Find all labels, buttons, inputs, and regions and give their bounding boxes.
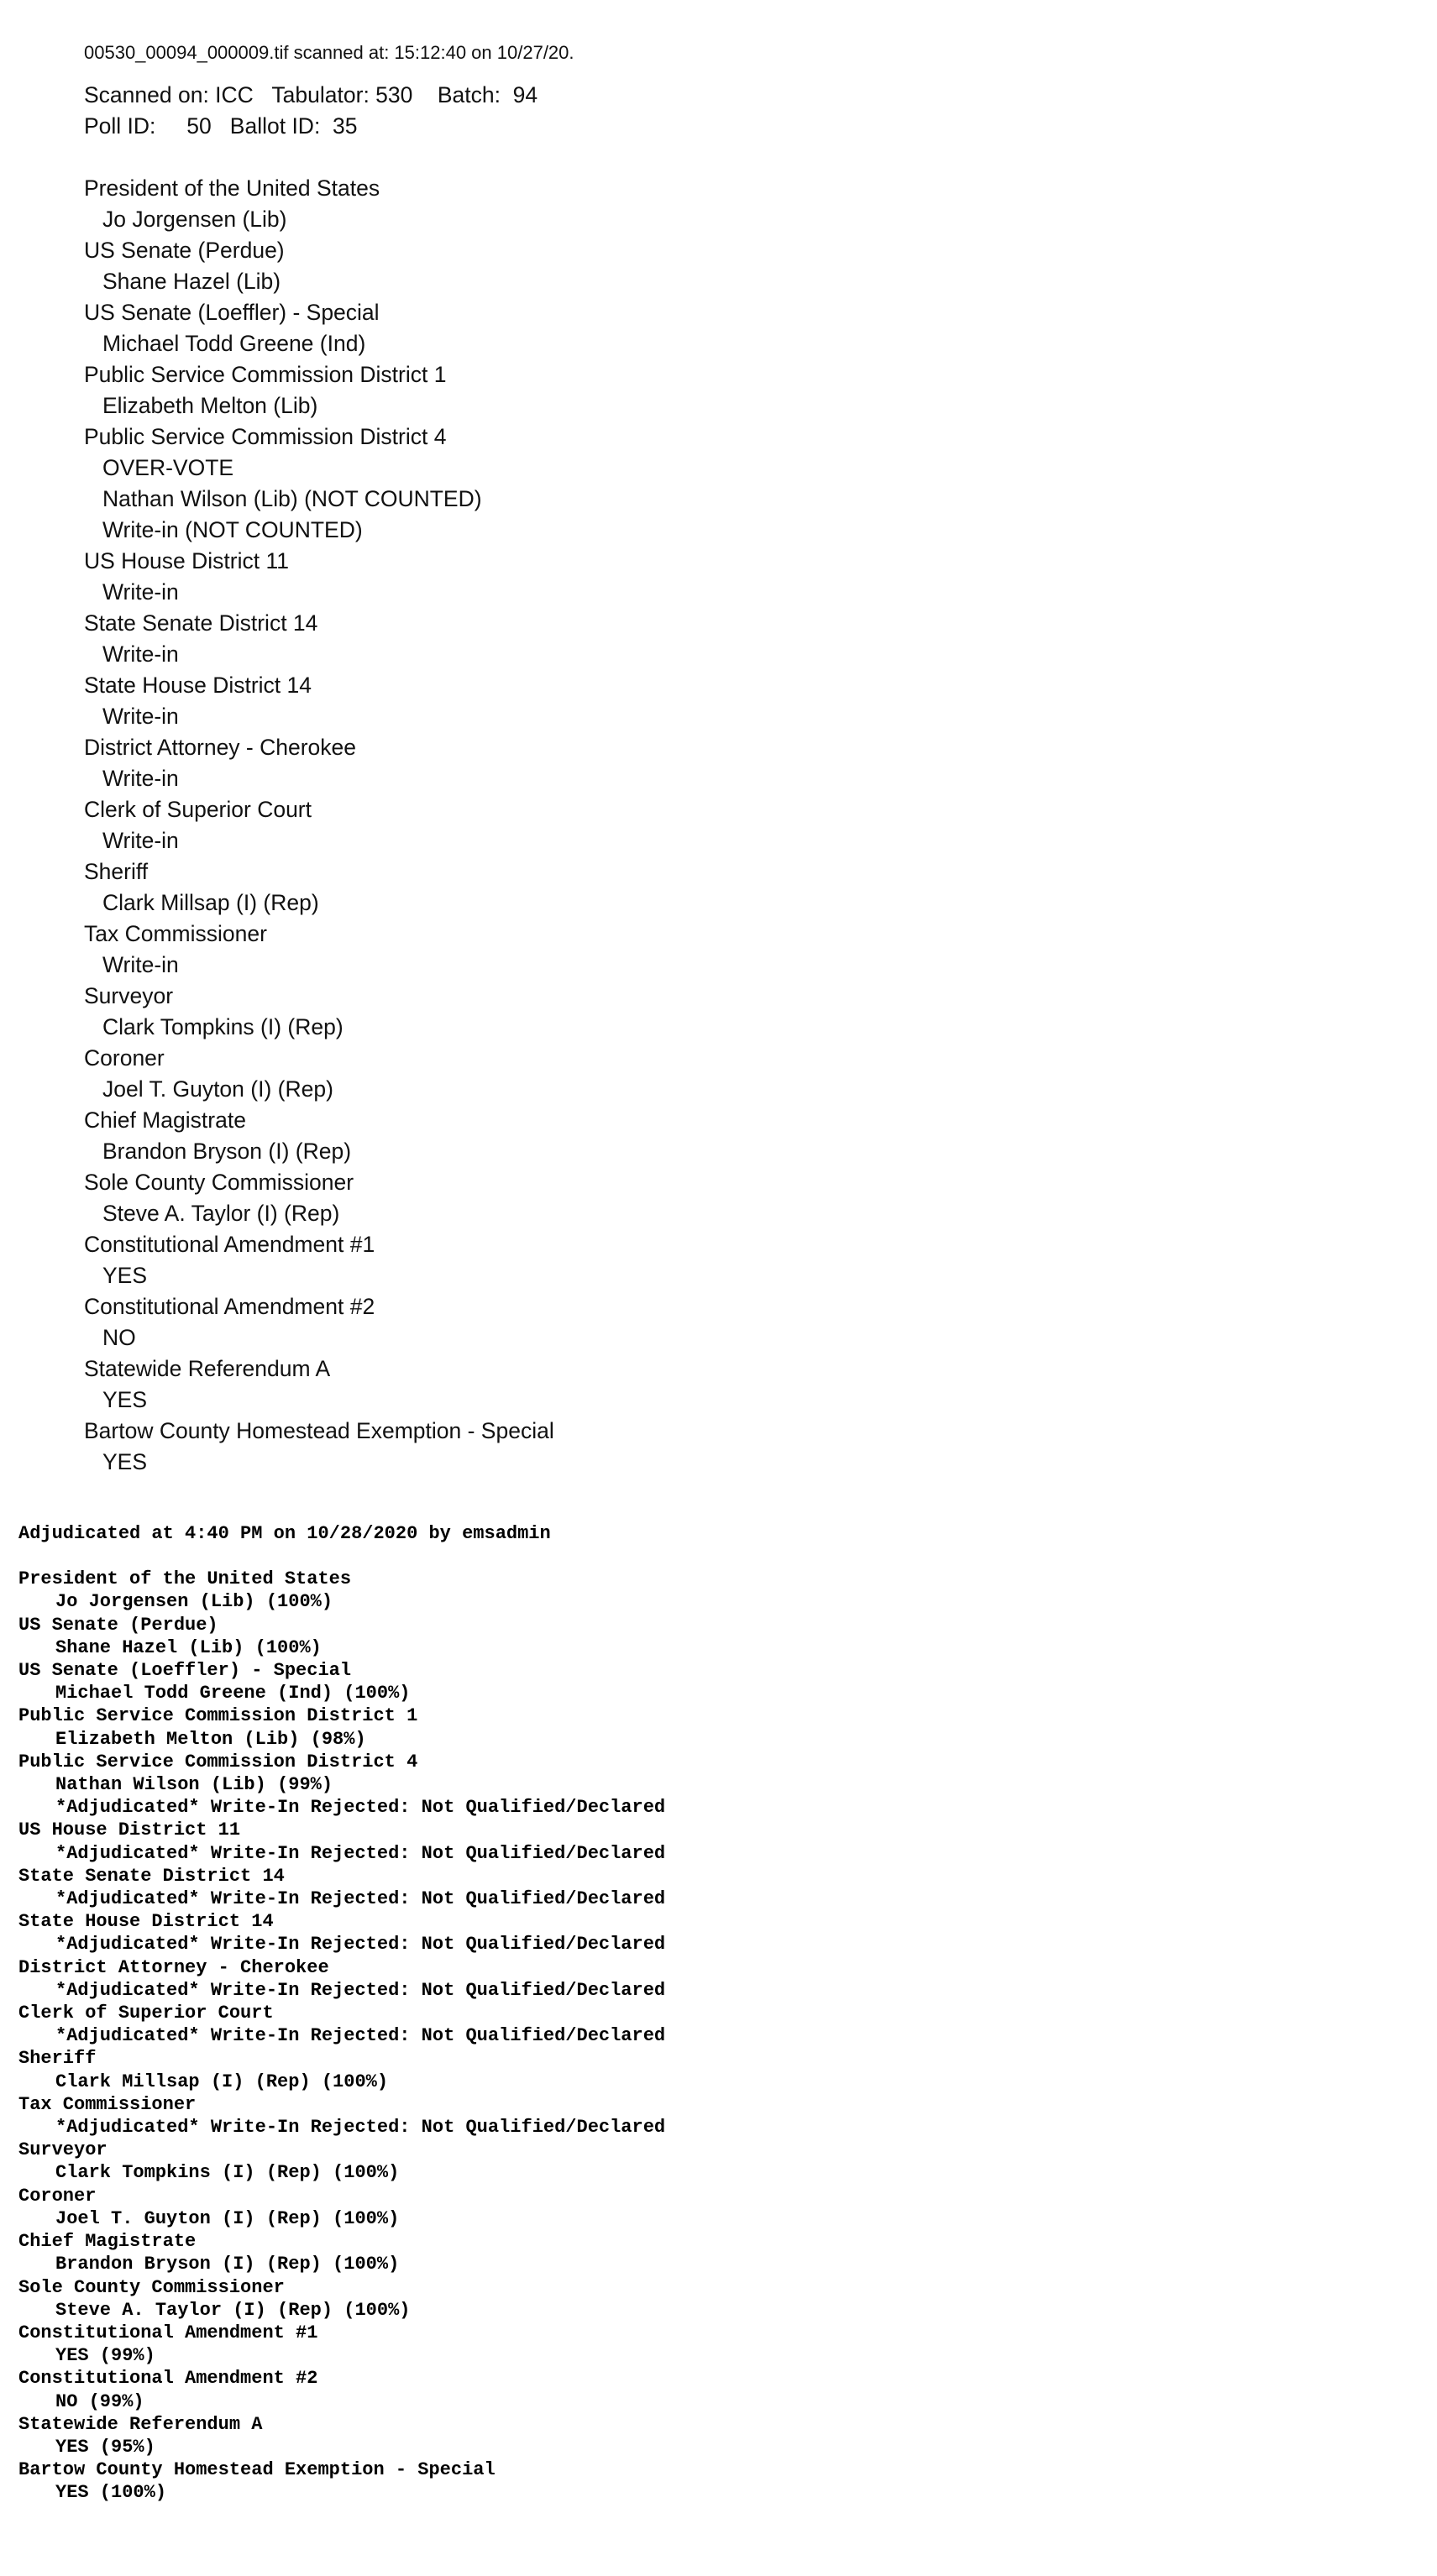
contest-choice: *Adjudicated* Write-In Rejected: Not Qualified/Declared: [55, 1979, 666, 2001]
contest-choice: *Adjudicated* Write-In Rejected: Not Qualified/Declared: [55, 1888, 666, 1910]
contest-choice: Elizabeth Melton (Lib): [102, 393, 318, 418]
contest-title: Constitutional Amendment #1: [84, 1232, 375, 1257]
contest-title: Public Service Commission District 4: [18, 1751, 418, 1772]
contest-choice: Shane Hazel (Lib): [102, 269, 281, 294]
contest-choice: YES (99%): [55, 2345, 155, 2367]
contest-choice: Nathan Wilson (Lib) (99%): [55, 1774, 333, 1796]
contest-title: Statewide Referendum A: [84, 1356, 331, 1381]
contest-choice: OVER-VOTE: [102, 455, 234, 480]
contest-title: US House District 11: [84, 548, 289, 573]
contest-choice: Joel T. Guyton (I) (Rep): [102, 1076, 333, 1102]
contest-title: Sheriff: [84, 859, 149, 884]
contest-title: US House District 11: [18, 1819, 241, 1841]
contest-title: Tax Commissioner: [84, 921, 267, 946]
contest-title: Public Service Commission District 1: [84, 362, 447, 387]
contest-title: State House District 14: [18, 1911, 274, 1933]
contest-title: Clerk of Superior Court: [84, 797, 312, 822]
contest-title: Coroner: [84, 1045, 165, 1071]
contest-title: Constitutional Amendment #1: [18, 2322, 318, 2343]
contest-choice: Brandon Bryson (I) (Rep) (100%): [55, 2254, 400, 2275]
contest-choice: Steve A. Taylor (I) (Rep) (100%): [55, 2299, 411, 2321]
contest-choice: Write-in: [102, 579, 179, 605]
contest-choice: Write-in: [102, 828, 179, 853]
contest-choice: Write-in: [102, 952, 179, 977]
contest-title: President of the United States: [18, 1568, 352, 1590]
contest-choice: *Adjudicated* Write-In Rejected: Not Qualified/Declared: [55, 2117, 666, 2139]
contest-title: US Senate (Perdue): [84, 238, 285, 263]
contest-title: Statewide Referendum A: [18, 2413, 263, 2435]
contest-title: Sole County Commissioner: [18, 2276, 285, 2298]
scanned-ballot-section: [84, 37, 574, 1478]
adjudication-section: [18, 1522, 665, 2505]
contest-choice: YES (95%): [55, 2436, 155, 2458]
contest-choice: Jo Jorgensen (Lib) (100%): [55, 1591, 333, 1613]
scan-header: 00530_00094_000009.tif scanned at: 15:12:40 on 10/27/20.: [84, 42, 574, 63]
contest-choice: Joel T. Guyton (I) (Rep) (100%): [55, 2207, 400, 2229]
contest-title: Sheriff: [18, 2048, 97, 2070]
contest-choice: YES: [102, 1449, 148, 1474]
contest-choice: Write-in: [102, 641, 179, 667]
adjudication-contest-list: [18, 1568, 665, 2504]
contest-choice: *Adjudicated* Write-In Rejected: Not Qualified/Declared: [55, 1797, 666, 1819]
contest-choice: Elizabeth Melton (Lib) (98%): [55, 1728, 366, 1750]
contest-choice: Nathan Wilson (Lib) (NOT COUNTED): [102, 486, 482, 511]
contest-title: Sole County Commissioner: [84, 1170, 354, 1195]
contest-title: US Senate (Loeffler) - Special: [84, 300, 380, 325]
contest-title: Chief Magistrate: [18, 2231, 197, 2253]
contest-title: Bartow County Homestead Exemption - Special: [18, 2459, 496, 2481]
contest-title: President of the United States: [84, 175, 380, 201]
contest-choice: Jo Jorgensen (Lib): [102, 207, 287, 232]
contest-title: Chief Magistrate: [84, 1107, 246, 1133]
contest-title: State Senate District 14: [18, 1865, 285, 1887]
contest-choice: Write-in: [102, 766, 179, 791]
contest-title: Coroner: [18, 2185, 97, 2207]
contest-choice: Michael Todd Greene (Ind) (100%): [55, 1683, 411, 1704]
contest-title: Surveyor: [84, 983, 174, 1008]
contest-title: Clerk of Superior Court: [18, 2003, 274, 2024]
contest-choice: YES: [102, 1387, 148, 1412]
contest-title: State House District 14: [84, 673, 312, 698]
contest-choice: *Adjudicated* Write-In Rejected: Not Qualified/Declared: [55, 1934, 666, 1956]
scan-contest-list: [84, 173, 574, 1478]
contest-choice: YES (100%): [55, 2482, 167, 2504]
contest-title: District Attorney - Cherokee: [18, 1956, 329, 1978]
contest-choice: Clark Millsap (I) (Rep): [102, 890, 319, 915]
contest-title: Constitutional Amendment #2: [18, 2368, 318, 2390]
scanned-on-line: Scanned on: ICC Tabulator: 530 Batch: 94: [84, 82, 538, 107]
contest-choice: *Adjudicated* Write-In Rejected: Not Qualified/Declared: [55, 1842, 666, 1864]
contest-choice: YES: [102, 1263, 148, 1288]
contest-title: District Attorney - Cherokee: [84, 735, 357, 760]
contest-choice: Write-in: [102, 704, 179, 729]
poll-ballot-line: Poll ID: 50 Ballot ID: 35: [84, 113, 358, 139]
adjudication-header: Adjudicated at 4:40 PM on 10/28/2020 by emsadmin: [18, 1523, 551, 1544]
contest-choice: Clark Tompkins (I) (Rep): [102, 1014, 344, 1039]
contest-choice: NO: [102, 1325, 136, 1350]
contest-choice: Michael Todd Greene (Ind): [102, 331, 366, 356]
spacer: [84, 142, 574, 173]
contest-choice: Write-in (NOT COUNTED): [102, 517, 363, 542]
contest-choice: Shane Hazel (Lib) (100%): [55, 1636, 322, 1658]
contest-choice: *Adjudicated* Write-In Rejected: Not Qualified/Declared: [55, 2025, 666, 2047]
contest-title: US Senate (Perdue): [18, 1614, 218, 1636]
contest-title: Surveyor: [18, 2139, 108, 2161]
contest-choice: NO (99%): [55, 2390, 144, 2412]
contest-title: Constitutional Amendment #2: [84, 1294, 375, 1319]
contest-title: Public Service Commission District 1: [18, 1705, 418, 1727]
contest-title: Bartow County Homestead Exemption - Special: [84, 1418, 554, 1443]
contest-title: Public Service Commission District 4: [84, 424, 447, 449]
contest-choice: Clark Tompkins (I) (Rep) (100%): [55, 2162, 400, 2184]
contest-choice: Steve A. Taylor (I) (Rep): [102, 1201, 340, 1226]
contest-title: Tax Commissioner: [18, 2093, 197, 2115]
contest-choice: Clark Millsap (I) (Rep) (100%): [55, 2071, 389, 2092]
contest-title: US Senate (Loeffler) - Special: [18, 1660, 352, 1682]
contest-title: State Senate District 14: [84, 610, 318, 636]
contest-choice: Brandon Bryson (I) (Rep): [102, 1139, 352, 1164]
